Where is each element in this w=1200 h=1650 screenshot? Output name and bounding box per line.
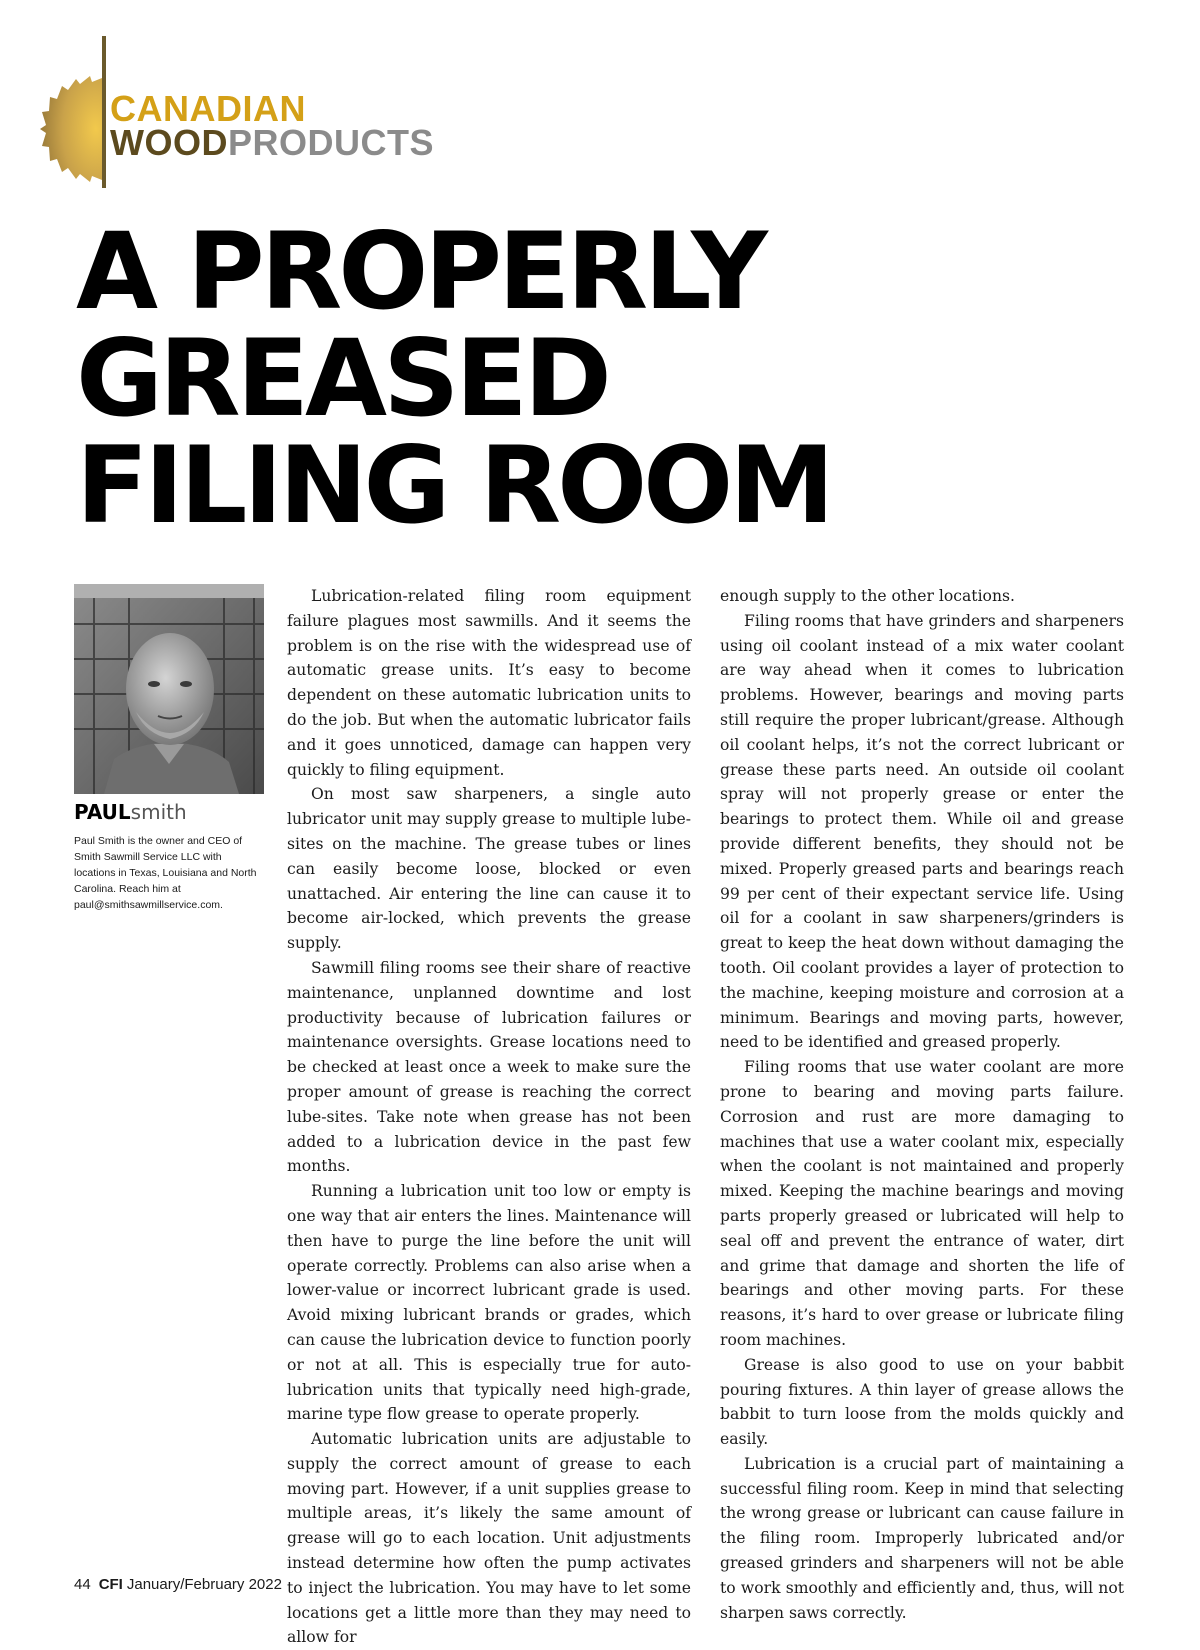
paragraph: Running a lubrication unit too low or empty is one way that air enters the lines. Maintenance will then have to purge the line before the unit will operate correctly. Problems can also arise when a lower-value or incorrect lubricant grade is used. Avoid mixing lubricant brands or grades, which can cause the lubrication device to function poorly or not at all. This is especially true for auto-lubrication units that typically need high-grade, marine type flow grease to operate properly. — [287, 1182, 691, 1424]
paragraph: Filing rooms that use water coolant are more prone to bearing and moving parts failure. Corrosion and rust are more damaging to machines that use a water coolant mix, especially when the coolant is not maintained and properly mixed. Keeping the machine bearings and moving parts properly greased or lubricated will help to seal off and prevent the entrance of water, dirt and grime that damage and shorten the life of bearings and other moving parts. For these reasons, it’s hard to over grease or lubricate filing room machines. — [720, 1058, 1124, 1349]
paragraph: Grease is also good to use on your babbit pouring fixtures. A thin layer of grease allows the babbit to turn loose from the molds quickly and easily. — [720, 1355, 1124, 1449]
article-headline — [76, 210, 1176, 547]
page-number: 44 — [74, 1576, 91, 1593]
paragraph: enough supply to the other locations. — [720, 587, 1015, 605]
paragraph: Filing rooms that have grinders and sharpeners using oil coolant instead of a mix water coolant are way ahead when it comes to lubrication problems. However, bearings and moving parts still require the proper lubricant/grease. Although oil coolant helps, it’s not the correct lubricant or grease these parts need. An outside oil coolant spray will not properly grease or enter the bearings to protect them. While oil and grease provide different benefits, they should not be mixed. Properly greased parts and bearings reach 99 per cent of their expectant service life. Using oil for a coolant in saw sharpeners/grinders is great to keep the heat down without damaging the tooth. Oil coolant provides a layer of protection to the machine, keeping moisture and corrosion at a minimum. Bearings and moving parts, however, need to be identified and greased properly. — [720, 611, 1124, 1052]
paragraph: Sawmill filing rooms see their share of reactive maintenance, unplanned downtime and lost productivity because of lubrication failures or maintenance oversights. Grease locations need to be checked at least once a week to make sure the proper amount of grease is reaching the correct lube-sites. Take note when grease has not been added to a lubrication device in the past few months. — [287, 958, 691, 1176]
logo-products: PRODUCTS — [227, 122, 434, 163]
saw-blade-icon — [40, 74, 120, 184]
paragraph: Automatic lubrication units are adjustable to supply the correct amount of grease to each moving part. However, if a unit supplies grease to multiple areas, it’s likely the same amount of grease will go to each location. Unit adjustments instead determine how often the pump activates to inject the lubrication. You may have to let some locations get a little more than they may need to allow for — [287, 1430, 691, 1647]
author-bio: Paul Smith is the owner and CEO of Smith Sawmill Service LLC with locations in Texas, Louisiana and North Carolina. Reach him at paul@smithsawmillservice.com. — [74, 835, 257, 911]
headline-line-3: FILING ROOM — [76, 424, 831, 547]
logo-divider — [102, 36, 106, 188]
issue-date: January/February 2022 — [126, 1576, 282, 1593]
author-photo — [74, 584, 264, 794]
magazine-name: CFI — [98, 1576, 123, 1593]
article-column-2 — [720, 584, 1124, 1625]
page-footer — [74, 1576, 282, 1593]
author-last-name: smith — [130, 800, 187, 824]
logo-canadian: CANADIAN — [110, 88, 306, 129]
paragraph: Lubrication-related filing room equipment failure plagues most sawmills. And it seems the problem is on the rise with the widespread use of automatic grease units. It’s easy to become dependent on these automatic lubrication units to do the job. But when the automatic lubricator fails and it goes unnoticed, damage can happen very quickly to filing equipment. — [287, 587, 691, 779]
logo-wood: WOOD — [110, 122, 228, 163]
masthead-logo — [40, 36, 434, 192]
paragraph: On most saw sharpeners, a single auto lubricator unit may supply grease to multiple lube-sites on the machine. The grease tubes or lines can easily become loose, blocked or even unattached. Air entering the line can cause it to become air-locked, which prevents the grease supply. — [287, 785, 691, 953]
logo-wordmark — [110, 88, 434, 163]
article-column-1 — [287, 584, 691, 1650]
author-first-name: PAUL — [74, 800, 131, 824]
logo-woodproducts — [110, 122, 434, 163]
paragraph: Lubrication is a crucial part of maintaining a successful filing room. Keep in mind that selecting the wrong grease or lubricant can cause failure in the filing room. Improperly lubricated and/or greased grinders and sharpeners will not be able to work smoothly and efficiently and, thus, will not sharpen saws correctly. — [720, 1454, 1124, 1622]
headline-line-1: A PROPERLY — [76, 210, 764, 333]
author-name — [74, 800, 187, 824]
headline-line-2: GREASED — [76, 317, 608, 440]
